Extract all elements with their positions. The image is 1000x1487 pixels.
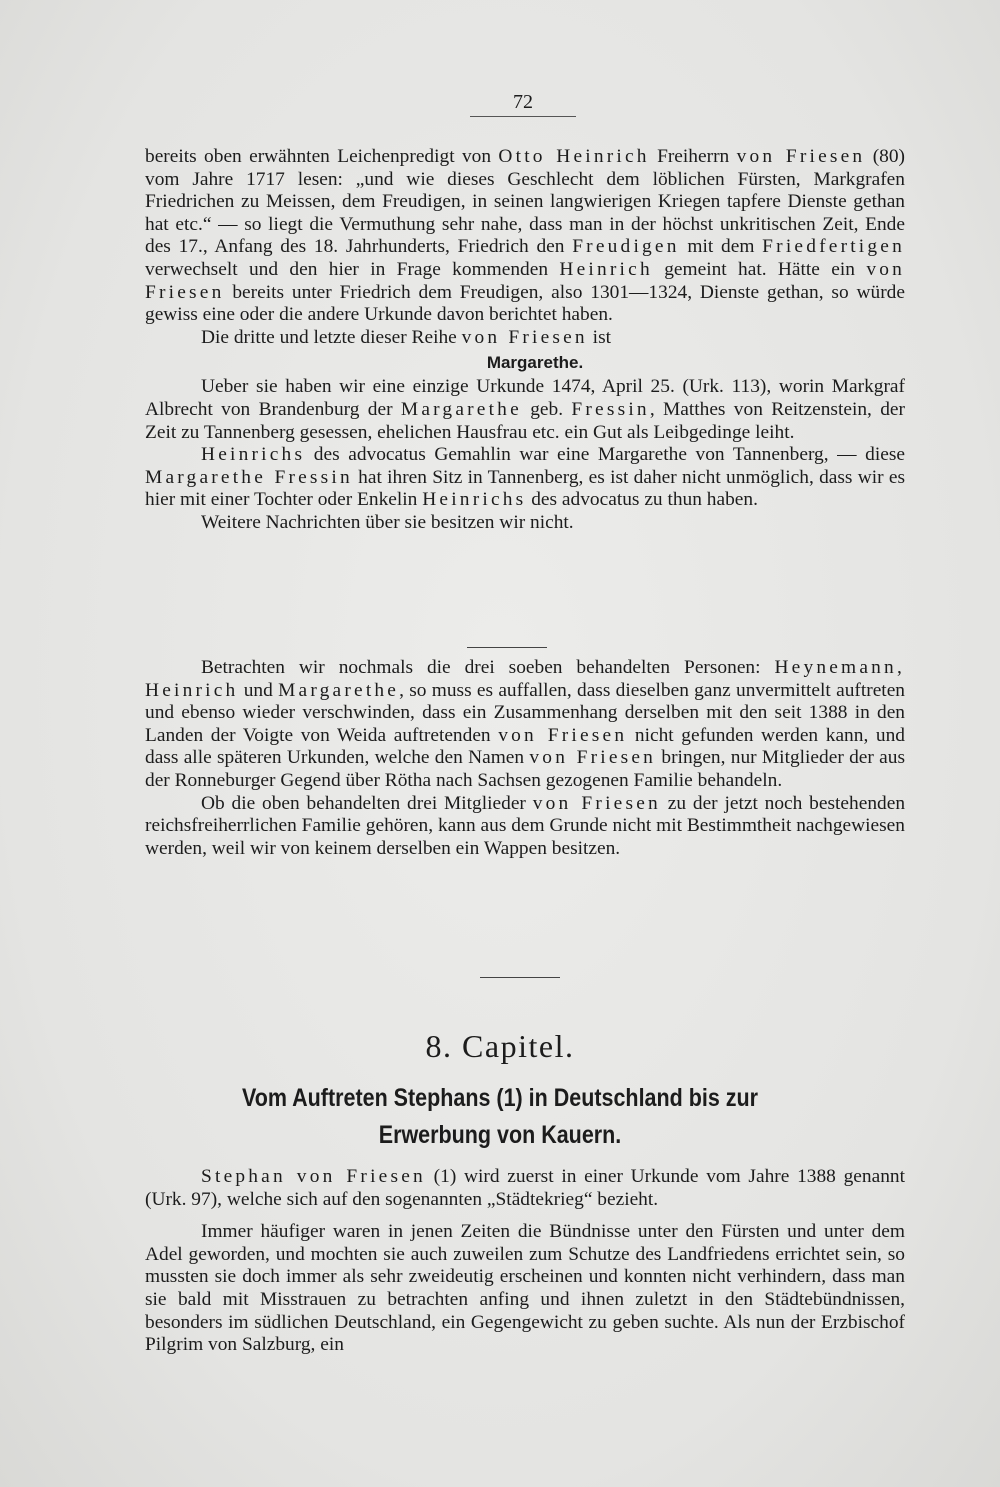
subheading-margarethe: Margarethe. xyxy=(486,353,584,373)
paragraph-9: Immer häufiger waren in jenen Zeiten die Bündnisse unter den Fürsten und unter dem Adel geworden, und mochten sie auch zuweilen zum Schutze des Landfriedens errichtet sein, so mussten sie doch immer als sehr zweideutig erscheinen und konnten nicht verhindern, dass man sie bald mit Misstrauen zu betrachten anfing und ihnen zuletzt in den Städtebündnissen, besonders im südlichen Deutschland, ein Gegengewicht zu geben suchte. Als nun der Erzbischof Pilgrim von Salzburg, ein xyxy=(145,1221,905,1356)
paragraph-2: Die dritte und letzte dieser Reihe von Friesen ist xyxy=(201,326,611,348)
section-4 xyxy=(145,1166,905,1357)
paragraph-4: Heinrichs des advocatus Gemahlin war eine Margarethe von Tannenberg, — diese Margarethe Fressin hat ihren Sitz in Tannenberg, es ist daher nicht unmöglich, dass wir es hier mit einer Tochter oder Enkelin Heinrichs des advocatus zu thun haben. xyxy=(145,444,905,511)
chapter-title xyxy=(199,1080,801,1154)
section-divider-rule xyxy=(467,647,547,648)
paragraph-1: bereits oben erwähnten Leichenpredigt von Otto Heinrich Freiherrn von Friesen (80) vom Jahre 1717 lesen: „und wie dieses Geschlecht dem löblichen Fürsten, Markgrafen Friedrichen zu Meissen, dem Freudigen, in seinen langwierigen Kriegen tapfere Dienste gethan hat etc.“ — so liegt die Vermuthung sehr nahe, dass man in der höchst unkritischen Zeit, Ende des 17., Anfang des 18. Jahrhunderts, Friedrich den Freudigen mit dem Friedfertigen verwechselt und den hier in Frage kommenden Heinrich gemeint hat. Hätte ein von Friesen bereits unter Friedrich dem Freudigen, also 1301—1324, Dienste gethan, so würde gewiss eine oder die andere Urkunde davon berichtet haben. xyxy=(145,146,906,326)
page-number: 72 xyxy=(470,90,576,117)
paragraph-3: Ueber sie haben wir eine einzige Urkunde 1474, April 25. (Urk. 113), worin Markgraf Albrecht von Brandenburg der Margarethe geb. Fressin, Matthes von Reitzenstein, der Zeit zu Tannenberg gesessen, ehelichen Hausfrau etc. ein Gut als Leibgedinge leiht. xyxy=(145,376,905,443)
section-1 xyxy=(145,146,905,535)
paragraph-7: Ob die oben behandelten drei Mitglieder von Friesen zu der jetzt noch bestehenden reichsfreiherrlichen Familie gehören, kann aus dem Grunde nicht mit Bestimmtheit nachgewiesen werden, weil wir von keinem derselben ein Wappen besitzen. xyxy=(145,792,906,859)
paragraph-6: Betrachten wir nochmals die drei soeben behandelten Personen: Heynemann, Heinrich und Margarethe, so muss es auffallen, dass dieselben ganz unvermittelt auftreten und ebenso wieder verschwinden, dass ein Zusammenhang derselben mit den seit 1388 in den Landen der Voigte von Weida auftretenden von Friesen nicht gefunden werden kann, und dass alle späteren Urkunden, welche den Namen von Friesen bringen, nur Mitglieder der aus der Ronneburger Gegend über Rötha nach Sachsen gezogenen Familie behandeln. xyxy=(145,657,906,791)
paragraph-5: Weitere Nachrichten über sie besitzen wir nicht. xyxy=(201,511,574,533)
paragraph-8: Stephan von Friesen (1) wird zuerst in einer Urkunde vom Jahre 1388 genannt (Urk. 97), welche sich auf den sogenannten „Städtekrieg“ bezieht. xyxy=(145,1166,905,1210)
chapter-number: 8. Capitel. xyxy=(425,1028,575,1064)
section-3 xyxy=(145,657,905,860)
chapter-title-line-2: Erwerbung von Kauern. xyxy=(378,1121,622,1149)
chapter-divider-rule xyxy=(480,977,560,978)
chapter-title-line-1: Vom Auftreten Stephans (1) in Deutschland bis zur xyxy=(241,1084,759,1112)
